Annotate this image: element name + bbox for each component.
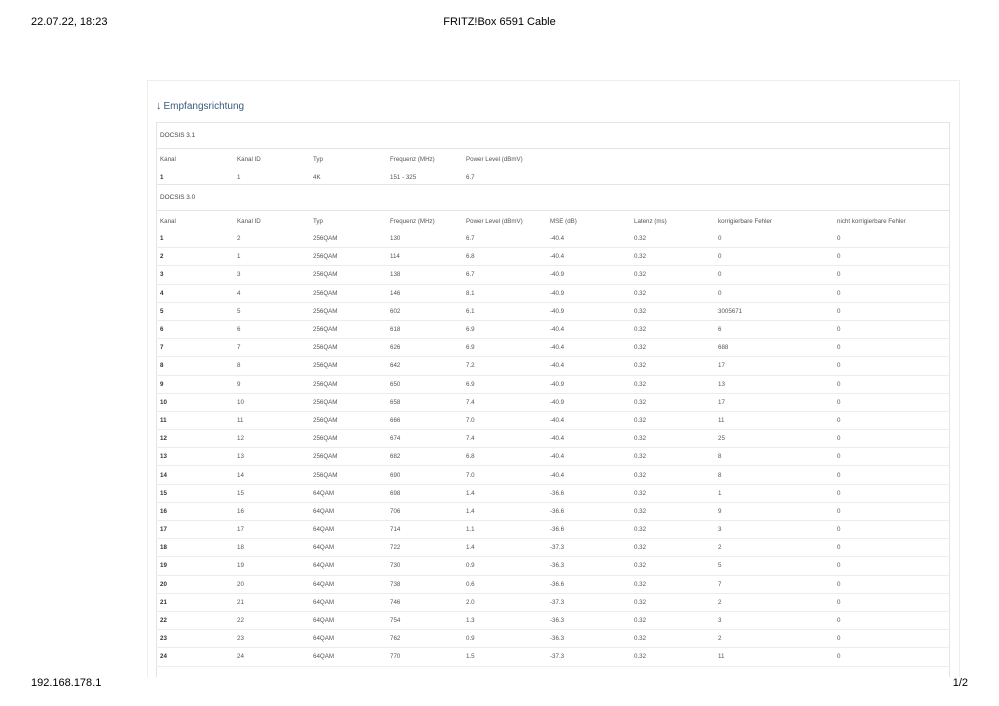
- table-cell: 21: [233, 593, 309, 611]
- table-cell: 16: [156, 502, 233, 520]
- table-cell: 0: [833, 630, 950, 648]
- table-cell: 64QAM: [309, 539, 386, 557]
- table-cell: 0.9: [462, 557, 546, 575]
- table-row: [156, 266, 950, 284]
- table-cell: 0.32: [630, 230, 714, 248]
- table-row: [156, 648, 950, 666]
- table-cell: -37.3: [546, 539, 630, 557]
- section-title-text: Empfangsrichtung: [163, 101, 245, 112]
- table-cell: -37.3: [546, 648, 630, 666]
- table-cell: -40.9: [546, 302, 630, 320]
- table-cell: 722: [386, 539, 462, 557]
- table-cell: 23: [233, 630, 309, 648]
- table-cell: 3005671: [714, 302, 833, 320]
- table-cell: 9: [714, 502, 833, 520]
- column-header: nicht korrigierbare Fehler: [837, 217, 906, 225]
- table-cell: -36.6: [546, 575, 630, 593]
- table-cell: 7.4: [462, 393, 546, 411]
- column-header: Power Level (dBmV): [466, 217, 523, 225]
- table-cell: 738: [386, 575, 462, 593]
- table-cell: 658: [386, 393, 462, 411]
- table-cell: 7.2: [462, 357, 546, 375]
- table-cell: 6: [156, 320, 233, 338]
- table-cell: 20: [156, 575, 233, 593]
- table-cell: 22: [233, 611, 309, 629]
- table-row: [156, 284, 950, 302]
- table-cell: 1.4: [462, 502, 546, 520]
- table-cell: 12: [233, 430, 309, 448]
- table-cell: 2: [714, 593, 833, 611]
- table-cell: 6.9: [462, 320, 546, 338]
- table-cell: 7.4: [462, 430, 546, 448]
- table-cell: 1.4: [462, 484, 546, 502]
- table-cell: 0: [714, 248, 833, 266]
- column-header: MSE (dB): [550, 217, 577, 225]
- table-cell: 11: [233, 411, 309, 429]
- table-cell: 64QAM: [309, 593, 386, 611]
- table-cell: 14: [233, 466, 309, 484]
- table-cell: 5: [233, 302, 309, 320]
- table-cell: 0.32: [630, 266, 714, 284]
- table-cell: -40.4: [546, 320, 630, 338]
- table-cell: 19: [156, 557, 233, 575]
- table-cell: 0.32: [630, 430, 714, 448]
- table-cell: 25: [714, 430, 833, 448]
- table-cell: 618: [386, 320, 462, 338]
- table-row: [156, 430, 950, 448]
- table-cell: -40.4: [546, 411, 630, 429]
- table-cell: 0.32: [630, 248, 714, 266]
- table-row: [156, 575, 950, 593]
- table-cell: 0: [833, 339, 950, 357]
- table-cell: 6.7: [462, 266, 546, 284]
- table-cell: 17: [714, 357, 833, 375]
- table-cell: 10: [233, 393, 309, 411]
- table-row: [156, 339, 950, 357]
- table-cell: 21: [156, 593, 233, 611]
- column-header: Kanal ID: [237, 217, 261, 225]
- docsis30-title: DOCSIS 3.0: [157, 185, 949, 211]
- table-cell: 602: [386, 302, 462, 320]
- table-cell: 22: [156, 611, 233, 629]
- column-header: Kanal: [160, 217, 176, 225]
- table-cell: 11: [714, 411, 833, 429]
- table-cell: 7: [714, 575, 833, 593]
- table-cell: 10: [156, 393, 233, 411]
- table-cell: -40.9: [546, 393, 630, 411]
- table-cell: 642: [386, 357, 462, 375]
- table-cell: -36.6: [546, 484, 630, 502]
- table-cell: 138: [386, 266, 462, 284]
- table-cell: 0: [833, 230, 950, 248]
- table-cell: 0: [833, 611, 950, 629]
- table-cell: 256QAM: [309, 302, 386, 320]
- table-cell: 1.3: [462, 611, 546, 629]
- table-cell: 13: [156, 448, 233, 466]
- table-cell: 0: [714, 284, 833, 302]
- table-cell: 18: [233, 539, 309, 557]
- table-cell: 0.32: [630, 484, 714, 502]
- table-cell: 0.32: [630, 320, 714, 338]
- table-cell: 0.6: [462, 575, 546, 593]
- table-cell: 0.32: [630, 466, 714, 484]
- table-cell: -37.3: [546, 593, 630, 611]
- table-cell: 2: [714, 539, 833, 557]
- table-cell: 674: [386, 430, 462, 448]
- table-cell: 0.32: [630, 339, 714, 357]
- table-cell: 6.1: [462, 302, 546, 320]
- table-cell: 1: [160, 174, 164, 181]
- table-cell: 256QAM: [309, 284, 386, 302]
- print-footer: [31, 677, 968, 691]
- table-cell: 2: [714, 630, 833, 648]
- table-cell: 17: [156, 521, 233, 539]
- table-cell: 0: [833, 575, 950, 593]
- table-cell: 0.32: [630, 357, 714, 375]
- table-cell: 14: [156, 466, 233, 484]
- table-row: [156, 521, 950, 539]
- table-cell: 13: [233, 448, 309, 466]
- print-datetime: 22.07.22, 18:23: [31, 16, 108, 28]
- table-cell: 682: [386, 448, 462, 466]
- table-row: [156, 630, 950, 648]
- table-row: [156, 448, 950, 466]
- table-cell: 650: [386, 375, 462, 393]
- table-cell: 0: [833, 266, 950, 284]
- table-cell: 698: [386, 484, 462, 502]
- table-cell: -36.3: [546, 630, 630, 648]
- column-header: Power Level (dBmV): [466, 155, 523, 163]
- table-cell: 0: [833, 284, 950, 302]
- table-cell: 11: [156, 411, 233, 429]
- table-row: [156, 611, 950, 629]
- table-cell: -40.9: [546, 284, 630, 302]
- table-cell: 0.32: [630, 648, 714, 666]
- table-cell: 714: [386, 521, 462, 539]
- table-cell: 8: [233, 357, 309, 375]
- table-cell: 151 - 325: [390, 174, 417, 181]
- table-cell: 666: [386, 411, 462, 429]
- table-cell: 256QAM: [309, 230, 386, 248]
- column-header: Frequenz (MHz): [390, 155, 435, 163]
- docsis31-table: [156, 149, 950, 187]
- column-header: korrigierbare Fehler: [718, 217, 772, 225]
- table-cell: 0.32: [630, 630, 714, 648]
- docsis31-title: DOCSIS 3.1: [157, 123, 949, 149]
- table-cell: 0: [833, 648, 950, 666]
- table-row: [156, 248, 950, 266]
- table-cell: 754: [386, 611, 462, 629]
- table-cell: -40.4: [546, 230, 630, 248]
- table-row: [156, 484, 950, 502]
- arrow-down-icon: ↓: [156, 100, 162, 112]
- table-cell: 256QAM: [309, 430, 386, 448]
- table-cell: 64QAM: [309, 611, 386, 629]
- table-cell: 64QAM: [309, 557, 386, 575]
- table-cell: 0: [833, 557, 950, 575]
- table-cell: 1.4: [462, 539, 546, 557]
- table-cell: 6.9: [462, 339, 546, 357]
- page-content: [147, 80, 960, 677]
- table-cell: -40.9: [546, 375, 630, 393]
- table-cell: 0.32: [630, 593, 714, 611]
- column-header: Kanal: [160, 155, 176, 163]
- table-cell: 0: [833, 248, 950, 266]
- table-cell: 3: [156, 266, 233, 284]
- table-cell: 0.32: [630, 302, 714, 320]
- table-cell: 746: [386, 593, 462, 611]
- table-row: [156, 557, 950, 575]
- table-cell: 1: [156, 230, 233, 248]
- column-header: Kanal ID: [237, 155, 261, 163]
- table-cell: 64QAM: [309, 630, 386, 648]
- table-cell: 3: [233, 266, 309, 284]
- table-cell: -36.3: [546, 557, 630, 575]
- table-cell: 64QAM: [309, 648, 386, 666]
- table-cell: 11: [714, 648, 833, 666]
- table-cell: 17: [714, 393, 833, 411]
- table-cell: 8: [156, 357, 233, 375]
- table-cell: 24: [156, 648, 233, 666]
- table-cell: 1: [237, 174, 241, 181]
- table-cell: 0.32: [630, 502, 714, 520]
- table-cell: 0.32: [630, 575, 714, 593]
- table-cell: 256QAM: [309, 357, 386, 375]
- table-cell: 0.32: [630, 411, 714, 429]
- table-cell: -36.6: [546, 502, 630, 520]
- table-cell: 2.0: [462, 593, 546, 611]
- table-row: [156, 320, 950, 338]
- table-cell: 18: [156, 539, 233, 557]
- table-cell: 8: [714, 466, 833, 484]
- table-cell: 3: [714, 521, 833, 539]
- table-cell: 2: [233, 230, 309, 248]
- table-cell: 9: [156, 375, 233, 393]
- table-cell: 1: [233, 248, 309, 266]
- table-cell: 17: [233, 521, 309, 539]
- table-cell: 64QAM: [309, 502, 386, 520]
- table-cell: 256QAM: [309, 248, 386, 266]
- table-cell: 256QAM: [309, 393, 386, 411]
- table-header-row: [156, 149, 950, 168]
- table-cell: -40.4: [546, 339, 630, 357]
- table-cell: 4: [233, 284, 309, 302]
- table-header-row: [156, 211, 950, 230]
- table-cell: 626: [386, 339, 462, 357]
- table-cell: 8: [714, 448, 833, 466]
- table-cell: 64QAM: [309, 521, 386, 539]
- table-cell: 23: [156, 630, 233, 648]
- table-row: [156, 502, 950, 520]
- column-header: Latenz (ms): [634, 217, 667, 225]
- table-cell: 256QAM: [309, 339, 386, 357]
- print-header: [31, 16, 968, 30]
- column-header: Frequenz (MHz): [390, 217, 435, 225]
- table-cell: 0: [833, 357, 950, 375]
- table-cell: 256QAM: [309, 448, 386, 466]
- table-cell: 0: [833, 411, 950, 429]
- docsis31-panel: [156, 122, 950, 185]
- table-cell: 0: [833, 521, 950, 539]
- table-cell: 6.8: [462, 248, 546, 266]
- table-cell: 3: [714, 611, 833, 629]
- table-cell: 256QAM: [309, 411, 386, 429]
- table-cell: 13: [714, 375, 833, 393]
- table-cell: 0: [833, 484, 950, 502]
- table-cell: 0: [714, 230, 833, 248]
- table-cell: 0: [714, 266, 833, 284]
- table-cell: 64QAM: [309, 575, 386, 593]
- table-cell: 6.7: [466, 174, 475, 181]
- table-cell: 5: [714, 557, 833, 575]
- print-url: 192.168.178.1: [31, 677, 102, 689]
- table-cell: -40.4: [546, 430, 630, 448]
- table-cell: 690: [386, 466, 462, 484]
- table-cell: 4: [156, 284, 233, 302]
- table-row: [156, 230, 950, 248]
- table-cell: -40.9: [546, 266, 630, 284]
- table-cell: 7: [233, 339, 309, 357]
- table-cell: 15: [156, 484, 233, 502]
- table-cell: 1.1: [462, 521, 546, 539]
- table-cell: 0: [833, 375, 950, 393]
- docsis30-table: [156, 211, 950, 667]
- table-cell: 0: [833, 502, 950, 520]
- table-cell: 0: [833, 320, 950, 338]
- table-cell: 12: [156, 430, 233, 448]
- table-row: [156, 593, 950, 611]
- table-cell: 0.32: [630, 611, 714, 629]
- table-row: [156, 375, 950, 393]
- table-cell: 256QAM: [309, 266, 386, 284]
- table-cell: 130: [386, 230, 462, 248]
- table-cell: 706: [386, 502, 462, 520]
- table-cell: 0.32: [630, 284, 714, 302]
- table-cell: 1: [714, 484, 833, 502]
- section-title: [156, 100, 244, 112]
- table-cell: 0.32: [630, 375, 714, 393]
- table-cell: 16: [233, 502, 309, 520]
- table-cell: 0: [833, 539, 950, 557]
- table-cell: 0.32: [630, 393, 714, 411]
- table-cell: 8.1: [462, 284, 546, 302]
- table-cell: 7: [156, 339, 233, 357]
- table-cell: 0: [833, 593, 950, 611]
- table-cell: 114: [386, 248, 462, 266]
- table-cell: 0.32: [630, 448, 714, 466]
- table-cell: 24: [233, 648, 309, 666]
- docsis30-panel: [156, 185, 950, 677]
- table-cell: -40.4: [546, 448, 630, 466]
- table-row: [156, 411, 950, 429]
- table-cell: 256QAM: [309, 320, 386, 338]
- table-cell: 770: [386, 648, 462, 666]
- table-cell: 256QAM: [309, 375, 386, 393]
- table-cell: 0.32: [630, 557, 714, 575]
- table-cell: 0.32: [630, 539, 714, 557]
- table-cell: -40.4: [546, 248, 630, 266]
- table-cell: 0.9: [462, 630, 546, 648]
- table-row: [156, 393, 950, 411]
- table-cell: 256QAM: [309, 466, 386, 484]
- table-cell: 0.32: [630, 521, 714, 539]
- table-cell: 7.0: [462, 411, 546, 429]
- table-cell: 6.9: [462, 375, 546, 393]
- table-cell: 0: [833, 430, 950, 448]
- table-cell: 0: [833, 393, 950, 411]
- table-cell: 146: [386, 284, 462, 302]
- table-cell: 6: [233, 320, 309, 338]
- table-cell: -40.4: [546, 357, 630, 375]
- table-cell: 19: [233, 557, 309, 575]
- table-cell: 1.5: [462, 648, 546, 666]
- table-cell: 6: [714, 320, 833, 338]
- print-page-number: 1/2: [952, 677, 968, 689]
- table-cell: 6.8: [462, 448, 546, 466]
- table-cell: 0: [833, 466, 950, 484]
- table-cell: -40.4: [546, 466, 630, 484]
- column-header: Typ: [313, 217, 323, 225]
- table-cell: 0: [833, 448, 950, 466]
- table-row: [156, 357, 950, 375]
- table-row: [156, 302, 950, 320]
- table-cell: 7.0: [462, 466, 546, 484]
- print-page-title: FRITZ!Box 6591 Cable: [443, 16, 556, 28]
- table-cell: 730: [386, 557, 462, 575]
- table-cell: 15: [233, 484, 309, 502]
- table-cell: 6.7: [462, 230, 546, 248]
- table-row: [156, 466, 950, 484]
- table-cell: 20: [233, 575, 309, 593]
- table-cell: 0: [833, 302, 950, 320]
- table-cell: 2: [156, 248, 233, 266]
- table-cell: 64QAM: [309, 484, 386, 502]
- table-cell: 688: [714, 339, 833, 357]
- column-header: Typ: [313, 155, 323, 163]
- table-row: [156, 539, 950, 557]
- table-cell: 762: [386, 630, 462, 648]
- table-cell: -36.6: [546, 521, 630, 539]
- table-cell: 5: [156, 302, 233, 320]
- table-cell: 4K: [313, 174, 321, 181]
- table-cell: 9: [233, 375, 309, 393]
- table-cell: -36.3: [546, 611, 630, 629]
